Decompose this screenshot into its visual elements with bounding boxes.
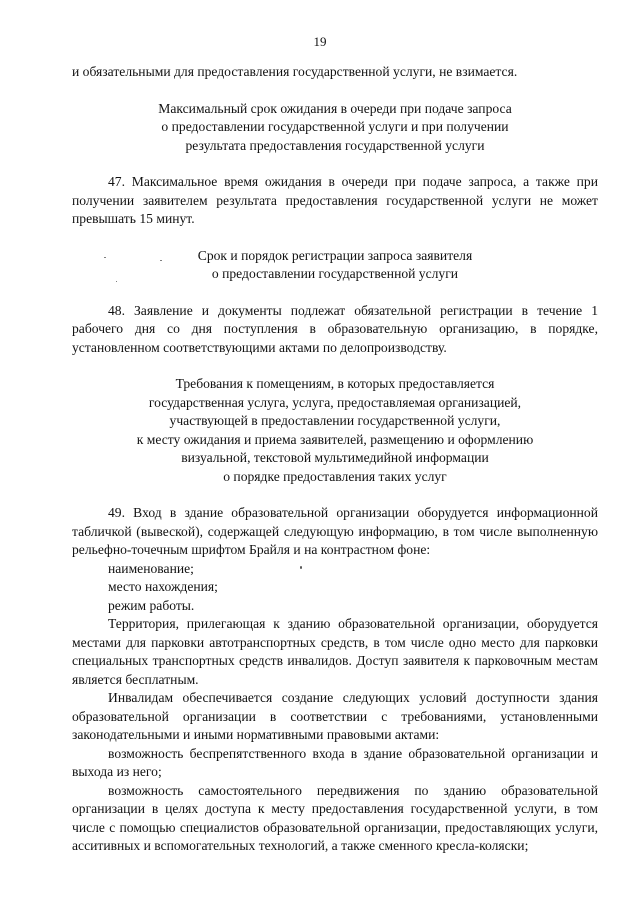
list-item: место нахождения;	[108, 579, 218, 594]
paragraph-48: 48. Заявление и документы подлежат обязательной регистрации в течение 1 рабочего дня со дня поступления в образовательную организацию, в порядке, установленном соответствующими актами по делопроизводству.	[72, 302, 598, 355]
heading-line: о порядке предоставления таких услуг	[223, 468, 447, 484]
section-heading-waiting-time	[72, 100, 598, 156]
scan-speck	[160, 260, 162, 261]
list-item: наименование;	[108, 560, 194, 576]
paragraph-47: 47. Максимальное время ожидания в очереди при подаче запроса, а также при получении заявителем результата предоставления государственной услуги не может превышать 15 минут.	[72, 174, 598, 226]
heading-line: о предоставлении государственной услуги и при получении	[161, 119, 509, 134]
list-item: режим работы.	[108, 597, 195, 613]
heading-line: Срок и порядок регистрации запроса заявителя	[197, 247, 473, 263]
heading-line: о предоставлении государственной услуги	[211, 266, 459, 281]
paragraph-invalids: Инвалидам обеспечивается создание следующих условий доступности здания образовательной организации в соответствии с требованиями, установленными законодательными и иными нормативными правовыми актами:	[72, 690, 598, 742]
scan-speck	[300, 566, 302, 569]
heading-line: Требования к помещениям, в которых предоставляется	[175, 376, 495, 391]
heading-line: государственная услуга, услуга, предоставляемая организацией,	[148, 394, 522, 410]
heading-line: к месту ожидания и приема заявителей, размещению и оформлению	[136, 431, 534, 447]
document-body	[72, 63, 598, 856]
section-heading-premises	[72, 375, 598, 486]
paragraph-49: 49. Вход в здание образовательной организации оборудуется информационной табличкой (вывеской), содержащей следующую информацию, в том числе выполненную рельефно-точечным шрифтом Брайля и на контрастном фоне:	[72, 505, 598, 557]
continuation-text: и обязательными для предоставления государственной услуги, не взимается.	[72, 64, 518, 79]
page-number: 19	[313, 34, 327, 49]
paragraph-territory: Территория, прилегающая к зданию образовательной организации, оборудуется местами для парковки автотранспортных средств, в том числе одно место для парковки специальных транспортных средств инвалидов. Доступ заявителя к парковочным местам является бесплатным.	[72, 616, 598, 687]
section-heading-registration	[72, 247, 598, 284]
paragraph-entry: возможность беспрепятственного входа в здание образовательной организации и выхода из него;	[72, 745, 598, 779]
paragraph-movement: возможность самостоятельного передвижения по зданию образовательной организации в целях доступа к месту предоставления государственной услуги, в том числе с помощью специалистов образовательной организации, предоставляющих услуги, асситивных и вспомогательных технологий, а также сменного кресла-коляски;	[72, 782, 598, 853]
heading-line: Максимальный срок ожидания в очереди при подаче запроса	[158, 100, 512, 116]
heading-line: визуальной, текстовой мультимедийной информации	[181, 450, 489, 465]
scan-speck	[116, 281, 117, 282]
heading-line: участвующей в предоставлении государственной услуги,	[169, 413, 501, 428]
scan-speck	[104, 257, 106, 258]
heading-line: результата предоставления государственной услуги	[185, 137, 485, 153]
